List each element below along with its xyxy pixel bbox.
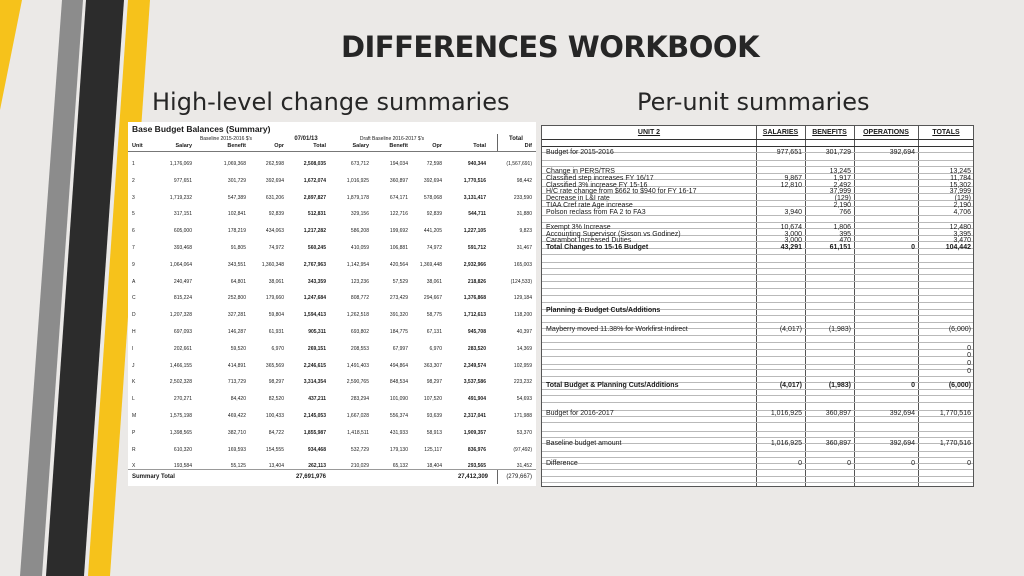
unit-totals: (129)	[954, 195, 971, 202]
unit-benefits: 2,190	[833, 202, 851, 209]
budget-cell: A	[132, 279, 136, 285]
budget-cell: 98,442	[516, 178, 532, 184]
budget-cell: 1,466,155	[169, 363, 192, 369]
budget-cell: 1,227,105	[463, 228, 486, 234]
budget-cell: 283,520	[467, 346, 486, 352]
budget-cell: 3,314,354	[303, 379, 326, 385]
unit-row-label: Change in PERS/TRS	[546, 168, 615, 175]
unit-header-3: OPERATIONS	[863, 129, 909, 136]
unit-row-label: Budget for 2015-2016	[546, 149, 614, 156]
budget-cell: 693,802	[350, 329, 369, 335]
budget-cell: 273,429	[389, 295, 408, 301]
budget-cell: 194,034	[389, 161, 408, 167]
budget-cell: 578,068	[423, 195, 442, 201]
budget-cell: 1,667,028	[346, 413, 369, 419]
budget-cell: 343,359	[307, 279, 326, 285]
budget-cell: R	[132, 447, 136, 453]
budget-cell: 556,374	[389, 413, 408, 419]
budget-cell: 1,855,987	[303, 430, 326, 436]
unit-benefits: 13,245	[829, 168, 851, 175]
right-subtitle: Per-unit summaries	[637, 88, 870, 116]
unit-salaries: 1,016,925	[770, 440, 802, 447]
unit-salaries: 0	[798, 460, 802, 467]
budget-cell: 178,219	[227, 228, 246, 234]
unit-operations: 392,694	[889, 410, 915, 417]
budget-cell: 123,236	[350, 279, 369, 285]
base-budget-table	[128, 122, 536, 486]
budget-cell: 59,804	[268, 312, 284, 318]
budget-cell: 169,593	[227, 447, 246, 453]
budget-header-5: Salary	[352, 143, 369, 149]
budget-cell: 1,360,348	[261, 262, 284, 268]
budget-cell: 434,063	[265, 228, 284, 234]
budget-cell: 101,090	[389, 396, 408, 402]
budget-cell: 1,491,403	[346, 363, 369, 369]
unit-summary-table	[541, 125, 974, 487]
budget-cell: 940,344	[467, 161, 486, 167]
budget-cell: 491,904	[467, 396, 486, 402]
budget-cell: 934,468	[307, 447, 326, 453]
budget-cell: 343,551	[227, 262, 246, 268]
budget-cell: 2,897,827	[303, 195, 326, 201]
unit-row-label: Exempt 3% Increase	[546, 224, 611, 231]
budget-cell: 82,520	[268, 396, 284, 402]
budget-cell: 1,575,198	[169, 413, 192, 419]
budget-cell: 2,246,615	[303, 363, 326, 369]
unit-operations: 0	[911, 460, 915, 467]
budget-cell: 7	[132, 245, 135, 251]
budget-cell: 360,897	[389, 178, 408, 184]
unit-totals: 11,784	[950, 175, 971, 182]
unit-row-label: Carambot Increased Duties	[546, 237, 632, 244]
budget-cell: 53,370	[516, 430, 532, 436]
unit-totals: 0	[967, 345, 971, 352]
budget-header-1: Salary	[175, 143, 192, 149]
unit-totals: 37,999	[949, 188, 971, 195]
budget-cell: H	[132, 329, 136, 335]
budget-cell: 270,271	[173, 396, 192, 402]
unit-row-label: Accounting Supervisor (Sisson vs Godinez)	[546, 231, 681, 238]
budget-header-9: Dif	[524, 143, 532, 149]
budget-cell: 815,224	[173, 295, 192, 301]
unit-row-label: Difference	[546, 460, 578, 467]
unit-benefits: (1,983)	[828, 382, 851, 389]
unit-row-label: Decrease in L&I rate	[546, 195, 610, 202]
budget-cell: 92,839	[426, 211, 442, 217]
budget-cell: 199,692	[389, 228, 408, 234]
budget-cell: 3	[132, 195, 135, 201]
budget-cell: 1,369,448	[419, 262, 442, 268]
unit-salaries: 10,674	[780, 224, 802, 231]
budget-cell: 240,497	[173, 279, 192, 285]
unit-totals: 0	[967, 360, 971, 367]
unit-row-label: Total Changes to 15-16 Budget	[546, 244, 649, 251]
budget-cell: 2,508,035	[303, 161, 326, 167]
unit-totals: 12,480	[949, 224, 971, 231]
budget-cell: 210,029	[350, 463, 369, 469]
budget-header-0: Unit	[132, 143, 143, 149]
budget-cell: 327,281	[227, 312, 246, 318]
unit-operations: 0	[911, 244, 915, 251]
unit-benefits: 301,729	[825, 149, 851, 156]
budget-cell: 586,208	[350, 228, 369, 234]
budget-cell: 9	[132, 262, 135, 268]
budget-cell: 1,712,613	[463, 312, 486, 318]
unit-row-label: Mayberry moved 11.38% for Workfirst Indirect	[546, 326, 688, 333]
budget-cell: 431,933	[389, 430, 408, 436]
budget-cell: 1,376,868	[463, 295, 486, 301]
budget-cell: 393,468	[173, 245, 192, 251]
budget-cell: 3,131,417	[463, 195, 486, 201]
budget-cell: 6,970	[429, 346, 442, 352]
budget-cell: 31,880	[516, 211, 532, 217]
budget-cell: 414,891	[227, 363, 246, 369]
unit-benefits: 2,492	[833, 182, 851, 189]
unit-salaries: 3,000	[784, 231, 802, 238]
budget-header-2: Benefit	[227, 143, 246, 149]
budget-cell: 420,564	[389, 262, 408, 268]
budget-cell: 233,590	[513, 195, 532, 201]
unit-totals: 104,442	[945, 244, 971, 251]
budget-cell: 591,712	[467, 245, 486, 251]
unit-benefits: 0	[847, 460, 851, 467]
budget-cell: 1,398,565	[169, 430, 192, 436]
budget-cell: (97,492)	[513, 447, 532, 453]
budget-cell: 125,117	[424, 447, 442, 453]
unit-benefits: 37,999	[829, 188, 851, 195]
unit-header-2: BENEFITS	[812, 129, 847, 136]
unit-header-1: SALARIES	[762, 129, 799, 136]
budget-cell: 605,000	[173, 228, 192, 234]
budget-cell: 18,404	[426, 463, 442, 469]
budget-cell: 293,565	[467, 463, 486, 469]
budget-cell: (1,567,691)	[506, 161, 532, 167]
budget-cell: 129,184	[513, 295, 532, 301]
unit-totals: 2,190	[953, 202, 971, 209]
budget-cell: 100,433	[265, 413, 284, 419]
budget-cell: 2,590,765	[346, 379, 369, 385]
budget-cell: 1,879,178	[346, 195, 369, 201]
unit-row-label: Classified step increases FY 16/17	[546, 175, 654, 182]
budget-cell: 179,660	[265, 295, 284, 301]
budget-cell: 154,555	[265, 447, 284, 453]
budget-cell: 84,722	[268, 430, 284, 436]
budget-cell: 3,537,586	[463, 379, 486, 385]
unit-row-label: TIAA Cref rate Age increase	[546, 202, 633, 209]
unit-benefits: (1,983)	[828, 326, 851, 333]
budget-cell: 202,661	[173, 346, 192, 352]
budget-cell: 363,307	[423, 363, 442, 369]
unit-salaries: 977,651	[776, 149, 802, 156]
unit-totals: 3,395	[953, 231, 971, 238]
budget-cell: 106,881	[389, 245, 408, 251]
budget-cell: 65,132	[392, 463, 408, 469]
budget-cell: 294,667	[423, 295, 442, 301]
budget-cell: 74,972	[268, 245, 284, 251]
budget-cell: 31,467	[516, 245, 532, 251]
budget-cell: 31,452	[516, 463, 532, 469]
budget-cell: 697,093	[173, 329, 192, 335]
budget-cell: 392,694	[265, 178, 284, 184]
budget-cell: 1,207,328	[169, 312, 192, 318]
summary-total-2: 27,412,309	[457, 474, 488, 480]
budget-cell: 1,069,368	[223, 161, 246, 167]
budget-cell: 61,931	[268, 329, 284, 335]
unit-salaries: 9,867	[784, 175, 802, 182]
budget-cell: 1,176,069	[169, 161, 192, 167]
budget-cell: 713,729	[227, 379, 246, 385]
budget-cell: 317,151	[173, 211, 192, 217]
summary-label: Summary Total	[132, 474, 175, 480]
budget-cell: 544,711	[468, 211, 486, 217]
budget-cell: J	[132, 363, 135, 369]
unit-row-label: Planning & Budget Cuts/Additions	[546, 307, 661, 314]
budget-cell: 54,693	[516, 396, 532, 402]
budget-header-3: Opr	[274, 143, 284, 149]
budget-table-title: Base Budget Balances (Summary)	[132, 124, 271, 134]
budget-header-4: Total	[313, 143, 326, 149]
budget-cell: 165,003	[513, 262, 532, 268]
budget-cell: 91,805	[230, 245, 246, 251]
unit-operations: 392,694	[889, 440, 915, 447]
budget-cell: 269,151	[307, 346, 326, 352]
unit-row-label: Total Budget & Planning Cuts/Additions	[546, 382, 679, 389]
budget-cell: 262,598	[265, 161, 284, 167]
budget-cell: 58,913	[426, 430, 442, 436]
summary-total-1: 27,691,976	[295, 474, 326, 480]
budget-cell: 6,970	[271, 346, 284, 352]
unit-totals: 4,706	[953, 209, 971, 216]
unit-salaries: (4,017)	[779, 382, 802, 389]
budget-cell: 98,297	[268, 379, 284, 385]
budget-cell: 382,710	[227, 430, 246, 436]
budget-cell: 38,061	[268, 279, 284, 285]
unit-totals: 0	[967, 352, 971, 359]
budget-cell: 848,534	[389, 379, 408, 385]
budget-cell: 13,404	[268, 463, 284, 469]
budget-cell: 391,320	[389, 312, 408, 318]
budget-cell: 1,594,413	[303, 312, 326, 318]
budget-cell: 1,217,282	[303, 228, 326, 234]
budget-cell: 208,553	[350, 346, 369, 352]
budget-cell: 74,972	[426, 245, 442, 251]
budget-cell: 2,349,574	[463, 363, 486, 369]
budget-cell: 2,145,053	[303, 413, 326, 419]
budget-cell: 836,976	[467, 447, 486, 453]
unit-totals: 0	[967, 460, 971, 467]
budget-cell: 223,232	[513, 379, 532, 385]
unit-salaries: 3,940	[784, 209, 802, 216]
unit-row-label: Polson reclass from FA 2 to FA3	[546, 209, 646, 216]
unit-benefits: (129)	[834, 195, 851, 202]
budget-cell: 102,841	[227, 211, 246, 217]
budget-cell: 2,932,966	[463, 262, 486, 268]
budget-cell: D	[132, 312, 136, 318]
budget-cell: 610,320	[173, 447, 192, 453]
budget-cell: 2	[132, 178, 135, 184]
budget-cell: M	[132, 413, 137, 419]
budget-cell: 171,988	[513, 413, 532, 419]
unit-benefits: 360,897	[825, 410, 851, 417]
budget-cell: 1,418,511	[347, 430, 369, 436]
budget-cell: 38,061	[426, 279, 442, 285]
budget-cell: 146,287	[227, 329, 246, 335]
date-label: 07/01/13	[294, 136, 318, 142]
budget-cell: 72,598	[426, 161, 442, 167]
unit-totals: 1,770,516	[939, 410, 971, 417]
budget-cell: K	[132, 379, 136, 385]
summary-dif: (279,667)	[506, 474, 532, 480]
budget-cell: 2,502,328	[169, 379, 192, 385]
budget-header-8: Total	[473, 143, 486, 149]
budget-cell: I	[132, 346, 134, 352]
unit-benefits: 1,806	[833, 224, 851, 231]
unit-totals: (6,000)	[948, 326, 971, 333]
budget-cell: 93,639	[426, 413, 442, 419]
budget-cell: 6	[132, 228, 135, 234]
budget-cell: 945,708	[467, 329, 486, 335]
budget-cell: C	[132, 295, 136, 301]
budget-cell: 262,113	[308, 463, 326, 469]
budget-cell: 59,520	[230, 346, 246, 352]
unit-row-label: H/C rate change from $662 to $940 for FY 16-17	[546, 188, 697, 195]
budget-cell: 118,200	[514, 312, 532, 318]
budget-cell: 67,997	[392, 346, 408, 352]
budget-cell: 1,064,064	[169, 262, 192, 268]
budget-cell: 512,831	[307, 211, 326, 217]
budget-cell: 57,529	[392, 279, 408, 285]
unit-totals: 1,770,516	[939, 440, 971, 447]
budget-header-7: Opr	[432, 143, 442, 149]
budget-cell: 329,156	[350, 211, 369, 217]
unit-salaries: 1,016,925	[770, 410, 802, 417]
unit-row-label: Classified 3% increase FY 15-16	[546, 182, 648, 189]
budget-cell: (124,533)	[510, 279, 532, 285]
budget-cell: 107,520	[423, 396, 442, 402]
budget-cell: 1,672,074	[303, 178, 326, 184]
budget-cell: 2,767,963	[303, 262, 326, 268]
budget-cell: 184,775	[389, 329, 408, 335]
budget-cell: 673,712	[350, 161, 369, 167]
budget-cell: 301,729	[227, 178, 246, 184]
total-dif-label: Total	[509, 136, 523, 142]
budget-cell: 14,369	[516, 346, 532, 352]
budget-cell: 84,420	[230, 396, 246, 402]
unit-benefits: 766	[839, 209, 851, 216]
budget-cell: 905,311	[308, 329, 326, 335]
unit-salaries: 43,291	[780, 244, 802, 251]
unit-totals: 0	[967, 368, 971, 375]
budget-cell: 392,694	[423, 178, 442, 184]
budget-cell: 5	[132, 211, 135, 217]
budget-cell: 1,909,357	[463, 430, 486, 436]
budget-cell: 1,142,954	[346, 262, 369, 268]
budget-cell: 58,775	[426, 312, 442, 318]
budget-cell: 977,651	[173, 178, 192, 184]
budget-cell: 1,262,518	[346, 312, 369, 318]
baseline-label: Baseline 2015-2016 $'s	[199, 136, 253, 142]
slide-title: DIFFERENCES WORKBOOK	[340, 30, 760, 64]
unit-benefits: 1,917	[833, 175, 851, 182]
budget-cell: 469,422	[227, 413, 246, 419]
budget-cell: 547,389	[227, 195, 246, 201]
budget-cell: 122,716	[389, 211, 408, 217]
budget-cell: 218,826	[467, 279, 486, 285]
budget-cell: 437,211	[308, 396, 326, 402]
budget-cell: 283,294	[350, 396, 369, 402]
budget-cell: 40,397	[516, 329, 532, 335]
budget-cell: 560,245	[307, 245, 326, 251]
budget-cell: 102,959	[513, 363, 532, 369]
budget-cell: 9,823	[519, 228, 532, 234]
budget-cell: 674,171	[389, 195, 408, 201]
unit-totals: 15,302	[949, 182, 971, 189]
unit-row-label: Budget for 2016-2017	[546, 410, 614, 417]
unit-salaries: 12,810	[780, 182, 802, 189]
unit-benefits: 61,151	[829, 244, 851, 251]
unit-operations: 392,694	[889, 149, 915, 156]
unit-salaries: 3,000	[784, 237, 802, 244]
budget-header-6: Benefit	[389, 143, 408, 149]
budget-cell: 1,247,684	[303, 295, 326, 301]
budget-cell: 193,584	[173, 463, 192, 469]
budget-cell: 410,059	[350, 245, 369, 251]
budget-cell: 365,569	[265, 363, 284, 369]
unit-benefits: 395	[839, 231, 851, 238]
left-subtitle: High-level change summaries	[152, 88, 510, 116]
budget-cell: 64,801	[230, 279, 246, 285]
budget-cell: 1,770,516	[463, 178, 486, 184]
budget-cell: 67,131	[426, 329, 442, 335]
budget-cell: 179,130	[389, 447, 408, 453]
budget-cell: 494,864	[389, 363, 408, 369]
budget-cell: 808,772	[350, 295, 369, 301]
unit-benefits: 470	[839, 237, 851, 244]
budget-cell: 92,839	[268, 211, 284, 217]
budget-cell: 631,206	[265, 195, 284, 201]
budget-cell: 532,729	[350, 447, 369, 453]
unit-salaries: (4,017)	[779, 326, 802, 333]
unit-totals: (6,000)	[948, 382, 971, 389]
unit-totals: 13,245	[949, 168, 971, 175]
unit-header-4: TOTALS	[932, 129, 960, 136]
budget-cell: L	[132, 396, 135, 402]
budget-cell: 2,317,041	[463, 413, 486, 419]
budget-cell: 1	[132, 161, 135, 167]
budget-cell: 252,800	[227, 295, 246, 301]
unit-header-0: UNIT 2	[637, 129, 661, 136]
draft-label: Draft Baseline 2016-2017 $'s	[359, 136, 425, 142]
budget-cell: 55,125	[230, 463, 246, 469]
budget-cell: X	[132, 463, 136, 469]
budget-cell: P	[132, 430, 136, 436]
unit-row-label: Baseline budget amount	[546, 440, 622, 447]
budget-cell: 98,297	[426, 379, 442, 385]
unit-totals: 3,470	[953, 237, 971, 244]
unit-benefits: 360,897	[825, 440, 851, 447]
budget-cell: 1,719,232	[169, 195, 192, 201]
budget-cell: 1,016,925	[346, 178, 369, 184]
unit-operations: 0	[911, 382, 915, 389]
budget-cell: 441,205	[423, 228, 442, 234]
